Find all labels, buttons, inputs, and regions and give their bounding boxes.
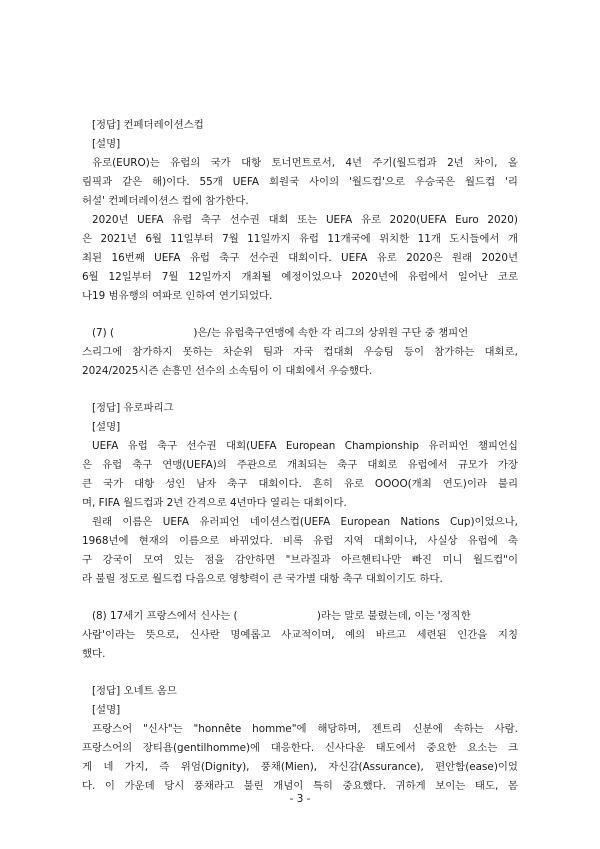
text-line: 유로(EURO)는 유럽의 국가 대항 토너먼트로서, 4년 주기(월드컵과 2년 차이, 올 [92, 157, 518, 169]
paragraph [82, 513, 518, 589]
paragraph [82, 211, 518, 306]
paragraph [82, 720, 518, 796]
page-number: - 3 - [289, 793, 311, 805]
explanation-label: [설명] [92, 421, 121, 433]
text-line: 다. 이 가운데 당시 풍채라고 불린 개념이 특히 중요했다. 귀하게 보이는 태도, 몸 [82, 780, 518, 792]
paragraph [82, 437, 518, 513]
text-line: 스리그에 참가하지 못하는 차순위 팀과 자국 컵대회 우승팀 등이 참가하는 대회로, [82, 346, 518, 358]
text-line: 은 유럽 축구 연맹(UEFA)의 주관으로 개최되는 축구 대회로 유럽에서 규모가 가장 [82, 459, 518, 471]
text-line: 구 강국이 모여 있는 점을 감안하면 "브라질과 아르헨티나만 빠진 미니 월드컵"이 [82, 554, 518, 566]
text-line: (8) 17세기 프랑스에서 신사는 ( )라는 말로 불렸는데, 이는 '정직한 [92, 610, 471, 622]
text-line: 최된 16번째 UEFA 유럽 축구 선수권 대회이다. UEFA 유로 2020은 원래 2020년 [82, 252, 518, 264]
answer-label: [정답] 컨페더레이션스컵 [92, 119, 204, 131]
text-line: 6월 12일부터 7월 12일까지 개최될 예정이었으나 2020년에 유럽에서 일어난 코로 [82, 271, 518, 283]
text-line: 큰 국가 대항 성인 남자 축구 대회이다. 흔히 유로 OOOO(개최 연도)이라 불리 [82, 478, 518, 490]
text-line: 나19 범유행의 여파로 인하여 연기되었다. [82, 290, 273, 302]
answer-label: [정답] 오네트 옴므 [92, 685, 177, 697]
text-line: 며, FIFA 월드컵과 2년 간격으로 4년마다 열리는 대회이다. [82, 497, 347, 509]
explanation-label: [설명] [92, 138, 121, 150]
text-line: 원래 이름은 UEFA 유러피언 네이션스컵(UEFA European Nations Cup)이었으나, [92, 516, 518, 528]
explanation-label: [설명] [92, 704, 121, 716]
text-line: 사람'이라는 뜻으로, 신사란 명예롭고 사교적이며, 예의 바르고 세련된 인간을 지칭 [82, 629, 518, 641]
text-line: 했다. [82, 648, 106, 660]
text-line: 림픽과 같은 해)이다. 55개 UEFA 회원국 사이의 '월드컵'으로 우승국은 월드컵 '리 [82, 176, 518, 188]
text-line: 은 2021년 6월 11일부터 7월 11일까지 유럽 11개국에 위치한 11개 도시들에서 개 [82, 233, 518, 245]
question-8 [82, 607, 518, 664]
text-line: 허설' 컨페더레이션스 컵에 참가한다. [82, 195, 249, 207]
text-line: 2020년 UEFA 유럽 축구 선수권 대회 또는 UEFA 유로 2020(UEFA Euro 2020) [92, 214, 518, 226]
text-line: 1968년에 현재의 이름으로 바뀌었다. 비록 유럽 지역 대회이나, 사실상 유럽에 축 [82, 535, 518, 547]
text-line: 프랑스어의 장티욤(gentilhomme)에 대응한다. 신사다운 태도에서 중요한 요소는 크 [82, 742, 518, 754]
text-line: (7) ( )은/는 유럽축구연맹에 속한 각 리그의 상위원 구단 중 챔피언 [92, 327, 469, 339]
text-line: UEFA 유럽 축구 선수권 대회(UEFA European Championship 유러피언 챔피언십 [92, 440, 518, 452]
paragraph [82, 154, 518, 211]
text-line: 2024/2025시즌 손흥민 선수의 소속팀이 이 대회에서 우승했다. [82, 365, 373, 377]
question-7 [82, 324, 518, 381]
text-line: 라 불릴 정도로 월드컵 다음으로 영향력이 큰 국가별 대항 축구 대회이기도 하다. [82, 573, 443, 585]
text-line: 프랑스어 "신사"는 "honnête homme"에 해당하며, 젠트리 신분에 속하는 사람. [92, 723, 518, 735]
text-line: 게 네 가지, 즉 위엄(Dignity), 풍채(Mien), 자신감(Assurance), 편안함(ease)이었 [82, 761, 518, 773]
answer-label: [정답] 유로파리그 [92, 402, 174, 414]
page-body [82, 116, 518, 796]
